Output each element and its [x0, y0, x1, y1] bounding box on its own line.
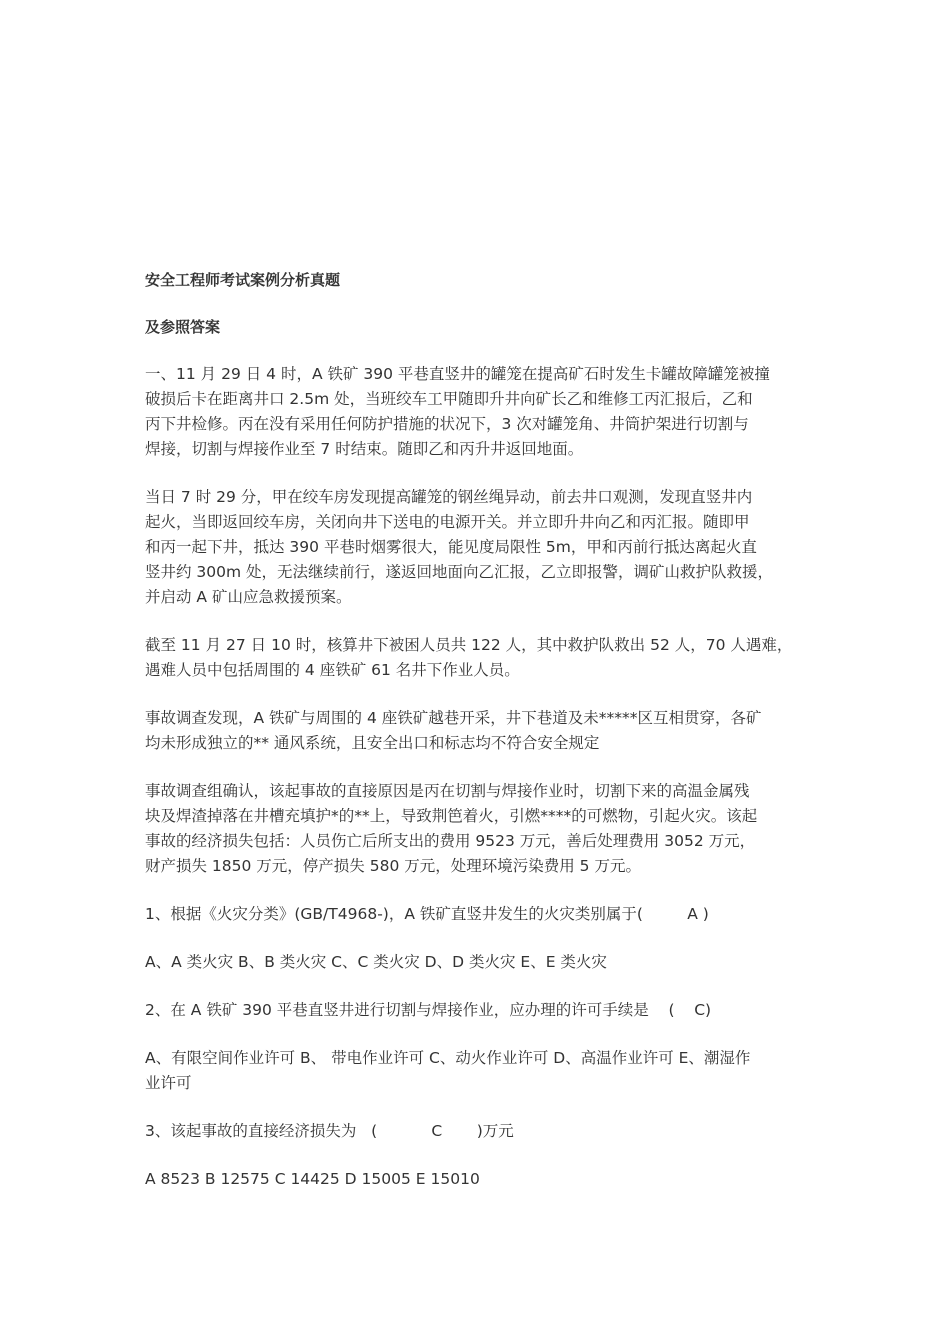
paragraph-line: 当日 7 时 29 分，甲在绞车房发现提高罐笼的钢丝绳异动，前去井口观测，发现直竖井内: [145, 488, 753, 506]
question-2: [145, 998, 815, 1023]
question-3-options: [145, 1167, 815, 1192]
paragraph-2: [145, 485, 815, 610]
paragraph-line: 一、11 月 29 日 4 时，A 铁矿 390 平巷直竖井的罐笼在提高矿石时发生卡罐故障罐笼被撞: [145, 365, 770, 383]
question-text: 1、根据《火灾分类》(GB/T4968-)，A 铁矿直竖井发生的火灾类别属于( A ): [145, 905, 709, 923]
paragraph-line: 均未形成独立的** 通风系统，且安全出口和标志均不符合安全规定: [145, 734, 600, 752]
document-page: [145, 268, 815, 1192]
paragraph-line: 起火，当即返回绞车房，关闭向井下送电的电源开关。并立即升井向乙和丙汇报。随即甲: [145, 513, 750, 531]
document-title: 安全工程师考试案例分析真题: [145, 271, 341, 289]
question-3: [145, 1119, 815, 1144]
paragraph-line: 焊接，切割与焊接作业至 7 时结束。随即乙和丙升井返回地面。: [145, 440, 584, 458]
document-subtitle: 及参照答案: [145, 318, 221, 336]
paragraph-line: 竖井约 300m 处，无法继续前行，遂返回地面向乙汇报，乙立即报警，调矿山救护队救援，: [145, 563, 774, 581]
paragraph-line: 事故的经济损失包括：人员伤亡后所支出的费用 9523 万元，善后处理费用 3052 万元，: [145, 832, 756, 850]
options-text: A、A 类火灾 B、B 类火灾 C、C 类火灾 D、D 类火灾 E、E 类火灾: [145, 953, 607, 971]
question-2-options: [145, 1046, 815, 1096]
paragraph-line: 破损后卡在距离井口 2.5m 处，当班绞车工甲随即升井向矿长乙和维修工丙汇报后，乙和: [145, 390, 753, 408]
options-text: 业许可: [145, 1074, 192, 1092]
paragraph-line: 遇难人员中包括周围的 4 座铁矿 61 名井下作业人员。: [145, 661, 520, 679]
options-text: A、有限空间作业许可 B、 带电作业许可 C、动火作业许可 D、高温作业许可 E、潮湿作: [145, 1049, 751, 1067]
paragraph-4: [145, 706, 815, 756]
paragraph-line: 并启动 A 矿山应急救援预案。: [145, 588, 352, 606]
options-text: A 8523 B 12575 C 14425 D 15005 E 15010: [145, 1170, 480, 1188]
paragraph-line: 丙下井检修。丙在没有采用任何防护措施的状况下，3 次对罐笼角、井筒护架进行切割与: [145, 415, 749, 433]
paragraph-line: 截至 11 月 27 日 10 时，核算井下被困人员共 122 人，其中救护队救出 52 人，70 人遇难，: [145, 636, 793, 654]
question-1-options: [145, 950, 815, 975]
paragraph-line: 事故调查组确认，该起事故的直接原因是丙在切割与焊接作业时，切割下来的高温金属残: [145, 782, 750, 800]
paragraph-5: [145, 779, 815, 879]
paragraph-line: 块及焊渣掉落在井槽充填护*的**上，导致荆笆着火，引燃****的可燃物，引起火灾。该起: [145, 807, 758, 825]
question-1: [145, 902, 815, 927]
question-text: 3、该起事故的直接经济损失为 ( C )万元: [145, 1122, 514, 1140]
paragraph-3: [145, 633, 815, 683]
question-text: 2、在 A 铁矿 390 平巷直竖井进行切割与焊接作业，应办理的许可手续是 ( C): [145, 1001, 712, 1019]
paragraph-line: 财产损失 1850 万元，停产损失 580 万元，处理环境污染费用 5 万元。: [145, 857, 641, 875]
paragraph-line: 事故调查发现，A 铁矿与周围的 4 座铁矿越巷开采，井下巷道及未*****区互相贯穿，各矿: [145, 709, 762, 727]
paragraph-line: 和丙一起下井，抵达 390 平巷时烟雾很大，能见度局限性 5m，甲和丙前行抵达离起火直: [145, 538, 757, 556]
paragraph-1: [145, 362, 815, 462]
